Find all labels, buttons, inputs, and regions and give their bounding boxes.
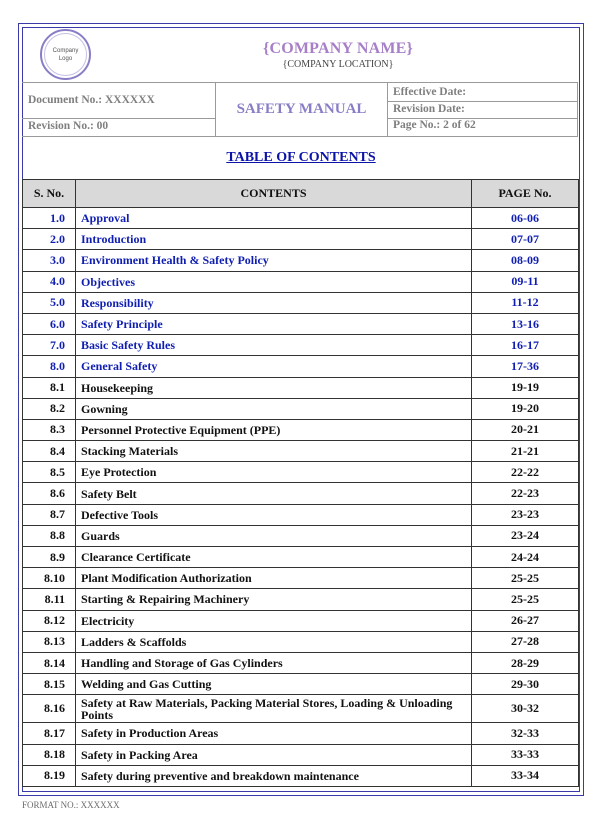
toc-header-row (23, 180, 579, 208)
toc-row-title: Safety during preventive and breakdown maintenance (76, 765, 472, 786)
toc-row (23, 631, 579, 652)
toc-row-title: Welding and Gas Cutting (76, 674, 472, 695)
column-header-contents: CONTENTS (76, 180, 472, 208)
toc-row-title: Safety at Raw Materials, Packing Material Stores, Loading & Unloading Points (76, 695, 472, 723)
toc-row-number: 7.0 (23, 335, 76, 356)
toc-row-pages: 11-12 (472, 292, 579, 313)
toc-row-pages: 22-22 (472, 462, 579, 483)
toc-row-number: 4.0 (23, 271, 76, 292)
toc-row (23, 483, 579, 504)
toc-row-number: 8.16 (23, 695, 76, 723)
toc-row (23, 250, 579, 271)
toc-row-pages: 08-09 (472, 250, 579, 271)
toc-row-title: Responsibility (76, 292, 472, 313)
effective-date: Effective Date: (393, 86, 467, 98)
toc-row (23, 610, 579, 631)
toc-row-number: 8.11 (23, 589, 76, 610)
toc-row (23, 462, 579, 483)
toc-row (23, 377, 579, 398)
header-divider (577, 82, 578, 136)
toc-row (23, 652, 579, 673)
toc-row-pages: 23-23 (472, 504, 579, 525)
toc-row (23, 525, 579, 546)
toc-row (23, 208, 579, 229)
toc-row-pages: 23-24 (472, 525, 579, 546)
toc-row-pages: 13-16 (472, 313, 579, 334)
toc-body (23, 208, 579, 787)
toc-row-pages: 09-11 (472, 271, 579, 292)
toc-row (23, 398, 579, 419)
toc-row-number: 5.0 (23, 292, 76, 313)
toc-row-pages: 19-20 (472, 398, 579, 419)
logo-text-line1: Company (52, 47, 79, 54)
toc-row-pages: 26-27 (472, 610, 579, 631)
toc-table (22, 179, 579, 787)
revision-number: Revision No.: 00 (28, 120, 109, 132)
toc-row (23, 547, 579, 568)
toc-row-pages: 19-19 (472, 377, 579, 398)
toc-row-number: 8.4 (23, 441, 76, 462)
toc-row-number: 8.6 (23, 483, 76, 504)
toc-row-title: Gowning (76, 398, 472, 419)
toc-row-pages: 24-24 (472, 547, 579, 568)
toc-row-title: Safety Principle (76, 313, 472, 334)
toc-row-number: 3.0 (23, 250, 76, 271)
toc-row-pages: 20-21 (472, 419, 579, 440)
toc-row-number: 8.13 (23, 631, 76, 652)
toc-row-number: 8.8 (23, 525, 76, 546)
toc-row-pages: 29-30 (472, 674, 579, 695)
toc-row (23, 229, 579, 250)
toc-row-pages: 25-25 (472, 589, 579, 610)
toc-row-number: 8.12 (23, 610, 76, 631)
toc-row-pages: 22-23 (472, 483, 579, 504)
toc-row-title: Ladders & Scaffolds (76, 631, 472, 652)
header-divider (22, 82, 578, 83)
toc-row-title: Stacking Materials (76, 441, 472, 462)
toc-row (23, 674, 579, 695)
toc-row-title: Defective Tools (76, 504, 472, 525)
toc-row-pages: 07-07 (472, 229, 579, 250)
toc-row-title: Eye Protection (76, 462, 472, 483)
toc-row (23, 419, 579, 440)
toc-row-title: Handling and Storage of Gas Cylinders (76, 652, 472, 673)
toc-row (23, 568, 579, 589)
column-header-page: PAGE No. (472, 180, 579, 208)
toc-row-number: 8.17 (23, 723, 76, 744)
toc-row-title: Safety in Production Areas (76, 723, 472, 744)
toc-row-number: 8.0 (23, 356, 76, 377)
toc-row-pages: 28-29 (472, 652, 579, 673)
toc-title: TABLE OF CONTENTS (226, 150, 376, 165)
toc-row-title: Plant Modification Authorization (76, 568, 472, 589)
logo-text-line2: Logo (58, 55, 73, 62)
toc-row-title: Environment Health & Safety Policy (76, 250, 472, 271)
toc-row-pages: 25-25 (472, 568, 579, 589)
format-number: FORMAT NO.: XXXXXX (22, 800, 120, 810)
toc-row-number: 8.1 (23, 377, 76, 398)
revision-date: Revision Date: (393, 103, 465, 115)
toc-row-title: Guards (76, 525, 472, 546)
header-divider (22, 136, 578, 137)
logo-ring (44, 33, 87, 76)
toc-row-title: Objectives (76, 271, 472, 292)
toc-row-title: Personnel Protective Equipment (PPE) (76, 419, 472, 440)
toc-row (23, 271, 579, 292)
toc-row-number: 8.14 (23, 652, 76, 673)
document-number: Document No.: XXXXXX (28, 94, 155, 106)
toc-row (23, 335, 579, 356)
toc-row-title: General Safety (76, 356, 472, 377)
toc-row-number: 8.5 (23, 462, 76, 483)
toc-row-title: Clearance Certificate (76, 547, 472, 568)
toc-row (23, 441, 579, 462)
toc-row (23, 695, 579, 723)
company-logo (40, 29, 91, 80)
toc-row-title: Housekeeping (76, 377, 472, 398)
toc-row-title: Electricity (76, 610, 472, 631)
toc-row-number: 6.0 (23, 313, 76, 334)
toc-row-pages: 16-17 (472, 335, 579, 356)
manual-title: SAFETY MANUAL (236, 101, 367, 117)
toc-row-pages: 21-21 (472, 441, 579, 462)
toc-row-pages: 17-36 (472, 356, 579, 377)
toc-row (23, 589, 579, 610)
header-divider (387, 82, 388, 136)
toc-row (23, 744, 579, 765)
toc-row-number: 8.18 (23, 744, 76, 765)
page-number: Page No.: 2 of 62 (393, 119, 476, 131)
toc-row-pages: 30-32 (472, 695, 579, 723)
toc-row-pages: 27-28 (472, 631, 579, 652)
header-divider (22, 118, 216, 119)
toc-row-title: Introduction (76, 229, 472, 250)
toc-row (23, 765, 579, 786)
toc-row-title: Safety Belt (76, 483, 472, 504)
toc-row-number: 2.0 (23, 229, 76, 250)
toc-row-pages: 33-34 (472, 765, 579, 786)
toc-row (23, 292, 579, 313)
toc-row (23, 356, 579, 377)
toc-row-number: 1.0 (23, 208, 76, 229)
toc-row-pages: 32-33 (472, 723, 579, 744)
toc-row-number: 8.9 (23, 547, 76, 568)
toc-row-number: 8.10 (23, 568, 76, 589)
column-header-sno: S. No. (23, 180, 76, 208)
toc-row-pages: 06-06 (472, 208, 579, 229)
toc-row-title: Basic Safety Rules (76, 335, 472, 356)
toc-row-title: Safety in Packing Area (76, 744, 472, 765)
company-name: {COMPANY NAME} (262, 40, 414, 57)
toc-row (23, 723, 579, 744)
toc-row-number: 8.3 (23, 419, 76, 440)
toc-row-title: Starting & Repairing Machinery (76, 589, 472, 610)
toc-row-number: 8.7 (23, 504, 76, 525)
toc-row-title: Approval (76, 208, 472, 229)
toc-row-number: 8.19 (23, 765, 76, 786)
header-divider (387, 101, 578, 102)
toc-row-number: 8.15 (23, 674, 76, 695)
toc-row (23, 313, 579, 334)
toc-row-pages: 33-33 (472, 744, 579, 765)
toc-row (23, 504, 579, 525)
toc-row-number: 8.2 (23, 398, 76, 419)
company-location: {COMPANY LOCATION} (282, 59, 394, 70)
